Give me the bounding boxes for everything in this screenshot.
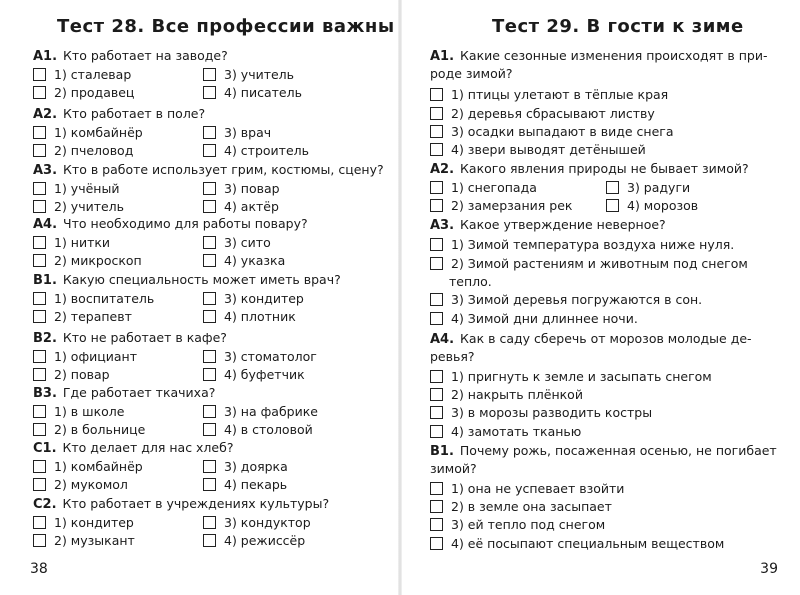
page-number: 38 [30,561,48,577]
page-title: Тест 28. Все профессии важны [57,16,395,37]
checkbox-icon[interactable] [430,107,443,120]
option-label: 1) снегопада [451,180,537,195]
question-body: ревья? [430,349,475,364]
option-label: 1) учёный [54,181,120,196]
answer-option[interactable] [33,309,132,325]
option-label: 4) пекарь [224,477,288,492]
question-text [33,272,341,288]
answer-option[interactable] [33,404,124,420]
option-label: 1) птицы улетают в тёплые края [451,87,669,102]
checkbox-icon[interactable] [203,144,216,157]
option-label: 2) мукомол [54,477,128,492]
right-page [400,0,800,595]
answer-option[interactable] [430,237,734,253]
answer-option[interactable] [430,198,572,214]
option-label: 2) деревья сбрасывают листву [451,106,655,121]
question-body: Как в саду сберечь от морозов молодые де- [460,331,752,346]
option-label: 3) повар [224,181,280,196]
answer-option[interactable] [33,181,119,197]
answer-option[interactable] [430,292,702,308]
option-label: 2) микроскоп [54,253,142,268]
question-label: А1. [33,49,58,64]
checkbox-icon[interactable] [33,534,46,547]
answer-option[interactable] [203,181,280,197]
answer-option[interactable] [33,349,137,365]
answer-option[interactable] [203,235,271,251]
option-label: 1) комбайнёр [54,125,143,140]
question-text [430,443,777,459]
checkbox-icon[interactable] [203,68,216,81]
checkbox-icon[interactable] [203,200,216,213]
answer-option[interactable] [203,67,294,83]
option-label: 4) Зимой дни длиннее ночи. [451,311,638,326]
question-body: Кто в работе использует грим, костюмы, сцену? [63,162,384,177]
question-text [430,161,749,177]
checkbox-icon[interactable] [203,423,216,436]
option-label: 1) нитки [54,235,111,250]
page-number: 39 [760,561,778,577]
checkbox-icon[interactable] [203,534,216,547]
option-label: 2) продавец [54,85,135,100]
question-text [33,106,205,122]
answer-option[interactable] [430,499,612,515]
option-label: 4) актёр [224,199,279,214]
answer-option[interactable] [430,142,646,158]
option-label: 2) накрыть плёнкой [451,387,583,402]
question-text [33,496,329,512]
question-body: роде зимой? [430,66,513,81]
answer-option[interactable] [430,405,652,421]
answer-option[interactable] [430,424,581,440]
option-label: 4) звери выводят детёнышей [451,142,646,157]
question-body: Какие сезонные изменения происходят в при- [460,48,768,63]
question-text [430,66,513,81]
checkbox-icon[interactable] [33,350,46,363]
answer-option[interactable] [203,515,311,531]
checkbox-icon[interactable] [203,86,216,99]
option-label: 4) её посыпают специальным веществом [451,536,725,551]
question-body: Где работает ткачиха? [62,385,216,400]
question-label: А4. [33,217,58,232]
option-label: 4) замотать тканью [451,424,582,439]
question-body: Кто работает на заводе? [63,48,228,63]
checkbox-icon[interactable] [33,405,46,418]
question-text [430,217,666,233]
answer-option[interactable] [430,536,724,552]
option-label: 2) повар [54,367,110,382]
option-label: 2) терапевт [54,309,132,324]
answer-option[interactable] [430,180,537,196]
answer-option[interactable] [203,404,318,420]
answer-option[interactable] [33,199,124,215]
checkbox-icon[interactable] [430,482,443,495]
answer-option[interactable] [33,459,143,475]
question-body: Кто делает для нас хлеб? [62,440,234,455]
checkbox-icon[interactable] [33,182,46,195]
option-label: 3) стоматолог [224,349,317,364]
checkbox-icon[interactable] [203,182,216,195]
checkbox-icon[interactable] [430,257,443,270]
checkbox-icon[interactable] [430,388,443,401]
checkbox-icon[interactable] [203,236,216,249]
answer-option[interactable] [33,253,142,269]
checkbox-icon[interactable] [606,199,619,212]
checkbox-icon[interactable] [33,254,46,267]
answer-option[interactable] [606,180,690,196]
answer-option[interactable] [33,422,145,438]
question-text [33,385,215,401]
checkbox-icon[interactable] [430,406,443,419]
option-label: 4) строитель [224,143,309,158]
option-label: 4) режиссёр [224,533,306,548]
checkbox-icon[interactable] [33,236,46,249]
question-label: А3. [33,163,58,178]
answer-option[interactable] [203,85,302,101]
option-label: 2) замерзания рек [451,198,573,213]
checkbox-icon[interactable] [203,126,216,139]
option-label: 1) Зимой температура воздуха ниже нуля. [451,237,735,252]
question-label: А2. [33,107,58,122]
checkbox-icon[interactable] [33,460,46,473]
option-label: 1) в школе [54,404,125,419]
checkbox-icon[interactable] [33,368,46,381]
option-label: 4) морозов [627,198,699,213]
checkbox-icon[interactable] [33,126,46,139]
option-label: 3) доярка [224,459,288,474]
answer-option[interactable] [33,67,131,83]
checkbox-icon[interactable] [430,370,443,383]
answer-option[interactable] [430,369,712,385]
option-label: 4) указка [224,253,286,268]
answer-option[interactable] [33,125,143,141]
checkbox-icon[interactable] [430,199,443,212]
question-text [33,330,227,346]
answer-option[interactable] [203,459,288,475]
question-label: А1. [430,49,455,64]
question-label: В3. [33,386,57,401]
answer-option[interactable] [203,143,309,159]
question-text [33,162,384,178]
question-label: В1. [430,444,454,459]
checkbox-icon[interactable] [430,181,443,194]
checkbox-icon[interactable] [430,500,443,513]
checkbox-icon[interactable] [203,516,216,529]
answer-option[interactable] [203,367,305,383]
option-label: 3) в морозы разводить костры [451,405,653,420]
option-label: 4) буфетчик [224,367,305,382]
checkbox-icon[interactable] [33,144,46,157]
option-label: 3) сито [224,235,271,250]
option-label: 3) врач [224,125,272,140]
question-text [430,349,475,364]
answer-option[interactable] [33,291,154,307]
answer-option[interactable] [203,349,317,365]
answer-option[interactable] [430,481,624,497]
option-continuation [449,274,492,290]
checkbox-icon[interactable] [203,460,216,473]
question-text [33,48,228,64]
checkbox-icon[interactable] [430,425,443,438]
checkbox-icon[interactable] [203,405,216,418]
option-label: 2) учитель [54,199,125,214]
checkbox-icon[interactable] [203,254,216,267]
option-label: 3) радуги [627,180,691,195]
answer-option[interactable] [203,309,296,325]
option-label: тепло. [449,274,492,289]
question-text [33,216,308,232]
question-body: Какого явления природы не бывает зимой? [460,161,749,176]
checkbox-icon[interactable] [430,143,443,156]
question-text [33,440,233,456]
option-label: 1) воспитатель [54,291,155,306]
checkbox-icon[interactable] [203,350,216,363]
question-label: В2. [33,331,57,346]
option-label: 4) плотник [224,309,296,324]
answer-option[interactable] [203,125,271,141]
checkbox-icon[interactable] [203,292,216,305]
question-body: Кто работает в учреждениях культуры? [62,496,330,511]
checkbox-icon[interactable] [33,478,46,491]
question-body: Почему рожь, посаженная осенью, не погибает [459,443,777,458]
question-label: А3. [430,218,455,233]
question-body: Какую специальность может иметь врач? [62,272,341,287]
question-body: Какое утверждение неверное? [460,217,666,232]
option-label: 2) пчеловод [54,143,134,158]
checkbox-icon[interactable] [203,310,216,323]
checkbox-icon[interactable] [430,537,443,550]
option-label: 1) официант [54,349,138,364]
question-body: Кто не работает в кафе? [62,330,227,345]
question-body: Кто работает в поле? [63,106,206,121]
answer-option[interactable] [203,253,285,269]
question-text [430,48,768,64]
answer-option[interactable] [203,533,305,549]
option-label: 1) пригнуть к земле и засыпать снегом [451,369,712,384]
option-label: 3) осадки выпадают в виде снега [451,124,674,139]
option-label: 3) на фабрике [224,404,318,419]
checkbox-icon[interactable] [203,478,216,491]
checkbox-icon[interactable] [606,181,619,194]
answer-option[interactable] [430,517,605,533]
checkbox-icon[interactable] [33,310,46,323]
option-label: 3) кондуктор [224,515,311,530]
question-label: С2. [33,497,57,512]
answer-option[interactable] [430,106,655,122]
checkbox-icon[interactable] [430,293,443,306]
answer-option[interactable] [430,124,674,140]
answer-option[interactable] [33,533,135,549]
answer-option[interactable] [33,477,128,493]
option-label: 3) ей тепло под снегом [451,517,606,532]
checkbox-icon[interactable] [203,368,216,381]
answer-option[interactable] [33,143,133,159]
option-label: 1) сталевар [54,67,132,82]
checkbox-icon[interactable] [430,238,443,251]
checkbox-icon[interactable] [33,516,46,529]
answer-option[interactable] [430,256,748,272]
question-body: Что необходимо для работы повару? [63,216,308,231]
option-label: 2) Зимой растениям и животным под снегом [451,256,748,271]
option-label: 3) учитель [224,67,295,82]
option-label: 2) в больнице [54,422,146,437]
option-label: 1) она не успевает взойти [451,481,625,496]
question-body: зимой? [430,461,477,476]
option-label: 2) музыкант [54,533,135,548]
option-label: 3) кондитер [224,291,304,306]
question-label: В1. [33,273,57,288]
question-label: А4. [430,332,455,347]
option-label: 2) в земле она засыпает [451,499,612,514]
checkbox-icon[interactable] [430,88,443,101]
answer-option[interactable] [33,367,110,383]
option-label: 4) в столовой [224,422,313,437]
checkbox-icon[interactable] [430,518,443,531]
checkbox-icon[interactable] [430,125,443,138]
checkbox-icon[interactable] [33,292,46,305]
question-text [430,331,752,347]
option-label: 1) комбайнёр [54,459,143,474]
question-label: А2. [430,162,455,177]
answer-option[interactable] [203,199,279,215]
option-label: 4) писатель [224,85,302,100]
answer-option[interactable] [203,477,287,493]
answer-option[interactable] [33,235,110,251]
checkbox-icon[interactable] [33,86,46,99]
question-text [430,461,477,476]
answer-option[interactable] [203,422,313,438]
checkbox-icon[interactable] [33,200,46,213]
page-title: Тест 29. В гости к зиме [492,16,744,37]
answer-option[interactable] [606,198,698,214]
question-label: С1. [33,441,57,456]
answer-option[interactable] [430,387,583,403]
checkbox-icon[interactable] [33,68,46,81]
answer-option[interactable] [430,311,638,327]
checkbox-icon[interactable] [33,423,46,436]
option-label: 3) Зимой деревья погружаются в сон. [451,292,703,307]
answer-option[interactable] [203,291,304,307]
answer-option[interactable] [33,85,134,101]
option-label: 1) кондитер [54,515,134,530]
checkbox-icon[interactable] [430,312,443,325]
answer-option[interactable] [33,515,134,531]
answer-option[interactable] [430,87,668,103]
